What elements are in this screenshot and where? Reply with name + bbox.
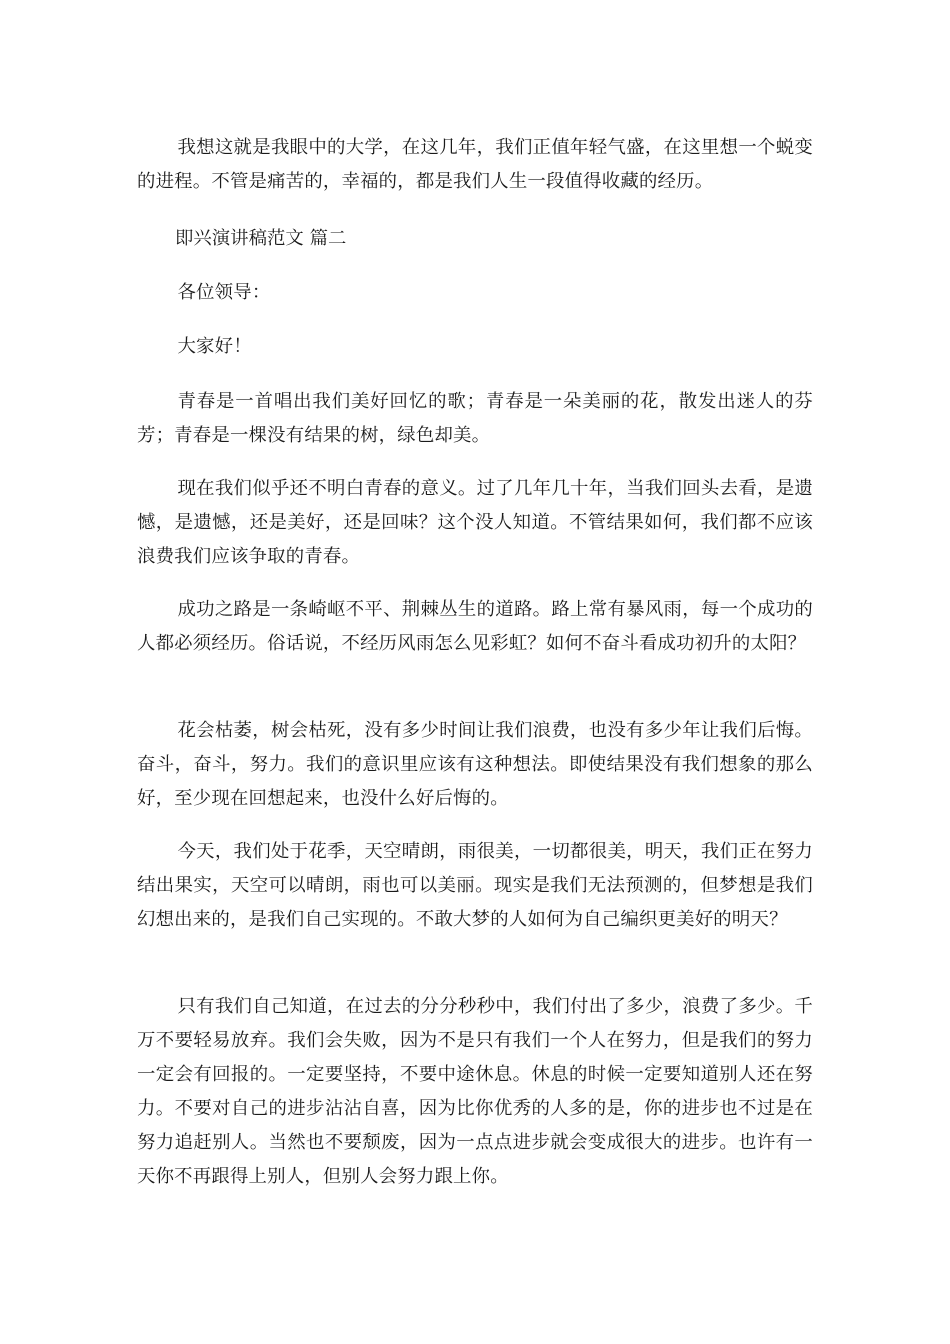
salutation: 各位领导： [177, 282, 271, 303]
section-heading: 即兴演讲稿范文 篇二 [175, 228, 347, 249]
paragraph-keep-going: 只有我们自己知道，在过去的分分秒秒中，我们付出了多少，浪费了多少。千万不要轻易放弃。我们会失败，因为不是只有我们一个人在努力，但是我们的努力一定会有回报的。一定要坚持，不要中途休息。休息的时候一定要知道别人还在努力。不要对自己的进步沾沾自喜，因为比你优秀的人多的是，你的进步也不过是在努力追赶别人。当然也不要颓废，因为一点点进步就会变成很大的进步。也许有一天你不再跟得上别人，但别人会努力跟上你。 [137, 996, 813, 1187]
paragraph-no-regrets: 花会枯萎，树会枯死，没有多少时间让我们浪费，也没有多少年让我们后悔。奋斗，奋斗，努力。我们的意识里应该有这种想法。即使结果没有我们想象的那么好，至少现在回想起来，也没什么好后悔的。 [137, 720, 813, 809]
paragraph-intro: 我想这就是我眼中的大学，在这几年，我们正值年轻气盛，在这里想一个蜕变的进程。不管是痛苦的，幸福的，都是我们人生一段值得收藏的经历。 [137, 137, 813, 192]
paragraph-today-and-tomorrow: 今天，我们处于花季，天空晴朗，雨很美，一切都很美，明天，我们正在努力结出果实，天空可以晴朗，雨也可以美丽。现实是我们无法预测的，但梦想是我们幻想出来的，是我们自己实现的。不敢大梦的人如何为自己编织更美好的明天？ [137, 841, 813, 930]
paragraph-road-to-success: 成功之路是一条崎岖不平、荆棘丛生的道路。路上常有暴风雨，每一个成功的人都必须经历。俗话说，不经历风雨怎么见彩虹？如何不奋斗看成功初升的太阳？ [137, 599, 813, 654]
greeting: 大家好！ [177, 336, 252, 357]
paragraph-meaning-of-youth: 现在我们似乎还不明白青春的意义。过了几年几十年，当我们回头去看，是遗憾，是遗憾，还是美好，还是回味？这个没人知道。不管结果如何，我们都不应该浪费我们应该争取的青春。 [137, 478, 813, 567]
paragraph-youth-song: 青春是一首唱出我们美好回忆的歌；青春是一朵美丽的花，散发出迷人的芬芳；青春是一棵没有结果的树，绿色却美。 [137, 391, 813, 446]
